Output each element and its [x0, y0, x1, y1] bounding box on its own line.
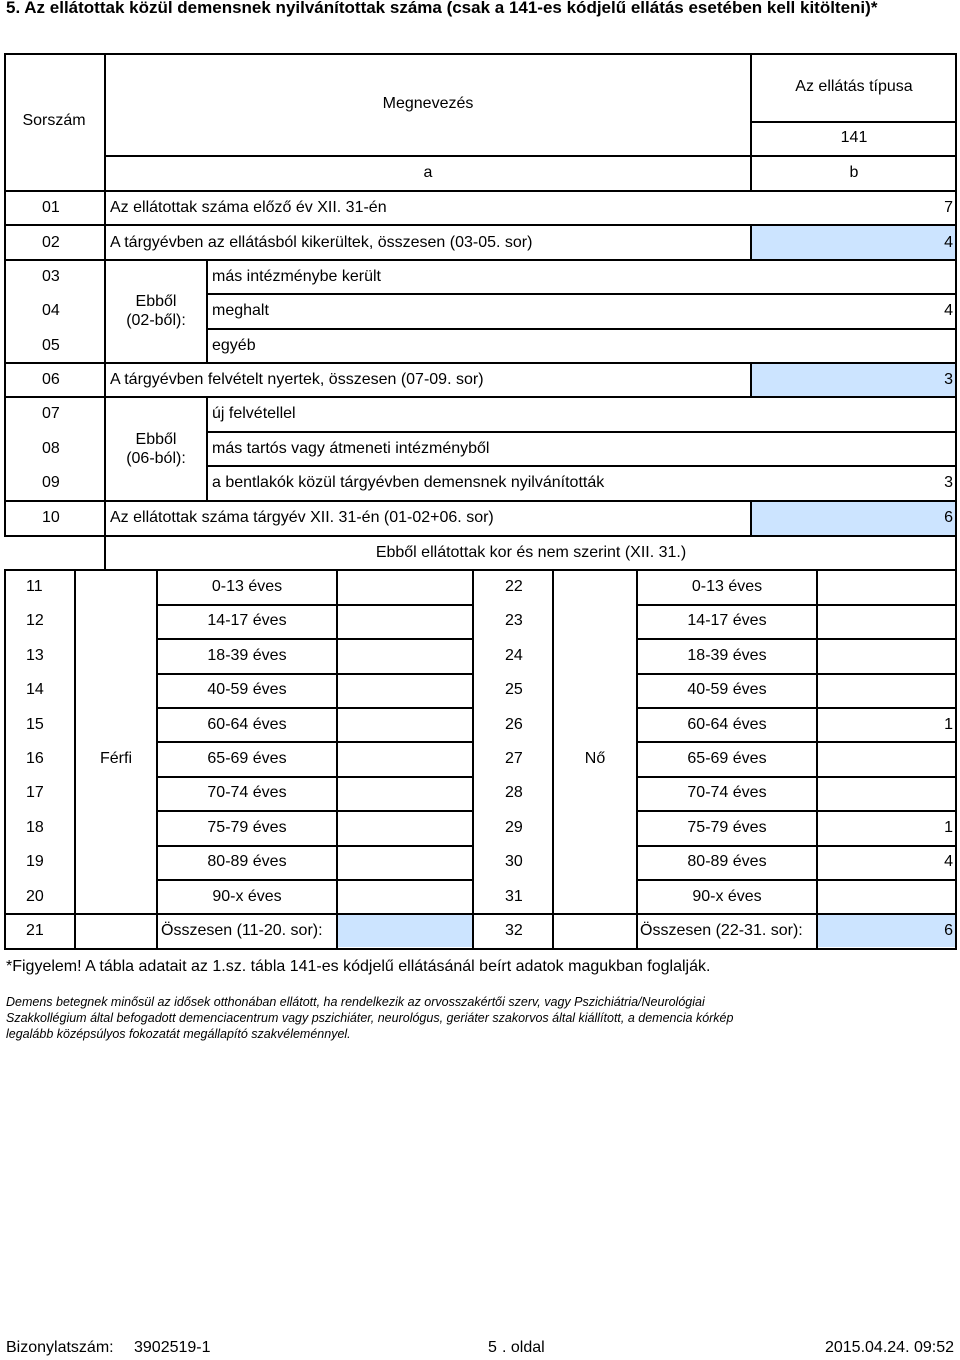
female-age-label: 60-64 éves [687, 716, 767, 733]
female-age-label: 0-13 éves [691, 578, 763, 595]
note-warning: *Figyelem! A tábla adatait az 1.sz. tábla 141-es kódjelű ellátásánál beírt adatok magukban foglalják. [6, 958, 711, 975]
male-age-label: 18-39 éves [207, 647, 287, 664]
header-col-b: b [849, 164, 859, 181]
female-value: 1 [944, 716, 953, 733]
female-row-num: 23 [505, 612, 523, 629]
female-value: 1 [944, 819, 953, 836]
ebbol-label: (02-ből): [126, 312, 186, 329]
row-label: A tárgyévben felvételt nyertek, összesen (07-09. sor) [110, 371, 484, 388]
footer-datetime: 2015.04.24. 09:52 [824, 1339, 954, 1356]
row-value: 3 [944, 474, 953, 491]
row-num: 10 [42, 509, 60, 526]
row-label: egyéb [212, 337, 256, 354]
ebbol-label: Ebből [135, 431, 177, 448]
male-row-num: 16 [26, 750, 44, 767]
female-row-num: 31 [505, 888, 523, 905]
row-label: Az ellátottak száma előző év XII. 31-én [110, 199, 387, 216]
male-label: Férfi [100, 750, 132, 767]
male-age-label: 90-x éves [212, 888, 282, 905]
row-label: Az ellátottak száma tárgyév XII. 31-én (01-02+06. sor) [110, 509, 494, 526]
male-row-num: 20 [26, 888, 44, 905]
female-age-label: 65-69 éves [687, 750, 767, 767]
male-age-label: Összesen (11-20. sor): [161, 922, 323, 939]
female-value: 4 [944, 853, 953, 870]
male-row-num: 19 [26, 853, 44, 870]
male-age-label: 60-64 éves [207, 716, 287, 733]
female-age-label: 40-59 éves [687, 681, 767, 698]
male-row-num: 15 [26, 716, 44, 733]
male-age-label: 14-17 éves [207, 612, 287, 629]
header-col-a: a [423, 164, 433, 181]
ebbol-label: (06-ból): [126, 450, 186, 467]
female-label: Nő [584, 750, 606, 767]
row-value: 4 [944, 234, 953, 251]
row-value: 4 [944, 302, 953, 319]
female-row-num: 24 [505, 647, 523, 664]
row-value: 6 [944, 509, 953, 526]
header-ellatas-tipusa: Az ellátás típusa [795, 78, 913, 95]
ebbol-label: Ebből [135, 293, 177, 310]
row-label: a bentlakók közül tárgyévben demensnek nyilvánították [212, 474, 605, 491]
female-age-label: 75-79 éves [687, 819, 767, 836]
row-num: 01 [42, 199, 60, 216]
female-row-num: 30 [505, 853, 523, 870]
row-num: 04 [42, 302, 60, 319]
note-definition: legalább középsúlyos fokozatát megállapító szakvéleménnyel. [6, 1027, 351, 1041]
male-age-label: 80-89 éves [207, 853, 287, 870]
male-row-num: 12 [26, 612, 44, 629]
header-sorszam: Sorszám [22, 112, 86, 129]
female-row-num: 28 [505, 784, 523, 801]
female-row-num: 22 [505, 578, 523, 595]
female-row-num: 25 [505, 681, 523, 698]
row-label: más intézménybe került [212, 268, 381, 285]
female-age-label: 90-x éves [692, 888, 762, 905]
page-title: 5. Az ellátottak közül demensnek nyilvánítottak száma (csak a 141-es kódjelű ellátás esetében kell kitölteni)* [6, 0, 878, 17]
female-row-num: 32 [505, 922, 523, 939]
row-label: meghalt [212, 302, 269, 319]
female-age-label: 14-17 éves [687, 612, 767, 629]
row-num: 08 [42, 440, 60, 457]
male-age-label: 75-79 éves [207, 819, 287, 836]
row-value: 3 [944, 371, 953, 388]
female-age-label: Összesen (22-31. sor): [640, 922, 803, 939]
female-age-label: 80-89 éves [687, 853, 767, 870]
female-value: 6 [944, 922, 953, 939]
row-value: 7 [944, 199, 953, 216]
row-label: más tartós vagy átmeneti intézményből [212, 440, 490, 457]
female-row-num: 27 [505, 750, 523, 767]
male-age-label: 65-69 éves [207, 750, 287, 767]
note-definition: Szakkollégium által befogadott demenciacentrum vagy pszichiáter, neurológus, geriáter szakorvos által kiállított, a demencia kórkép [6, 1011, 734, 1025]
footer-bizonylat-label: Bizonylatszám: [6, 1339, 114, 1356]
row-num: 05 [42, 337, 60, 354]
male-row-num: 21 [26, 922, 44, 939]
row-num: 09 [42, 474, 60, 491]
female-row-num: 26 [505, 716, 523, 733]
female-row-num: 29 [505, 819, 523, 836]
male-row-num: 17 [26, 784, 44, 801]
row-num: 07 [42, 405, 60, 422]
total-cell-21 [338, 913, 473, 947]
note-definition: Demens betegnek minősül az idősek otthonában ellátott, ha rendelkezik az orvosszakértői szerv, vagy Pszichiátria/Neurológiai [6, 995, 705, 1009]
row-num: 03 [42, 268, 60, 285]
header-code: 141 [840, 129, 868, 146]
female-age-label: 18-39 éves [687, 647, 767, 664]
male-row-num: 13 [26, 647, 44, 664]
male-row-num: 14 [26, 681, 44, 698]
male-age-label: 0-13 éves [211, 578, 283, 595]
male-age-label: 70-74 éves [207, 784, 287, 801]
footer-page-label: . oldal [502, 1339, 545, 1356]
male-row-num: 11 [26, 578, 43, 595]
row-label: új felvétellel [212, 405, 296, 422]
header-megnevezes: Megnevezés [382, 95, 474, 112]
age-table-title: Ebből ellátottak kor és nem szerint (XII. 31.) [375, 544, 687, 561]
row-num: 06 [42, 371, 60, 388]
male-row-num: 18 [26, 819, 44, 836]
footer-page-num: 5 [488, 1339, 497, 1356]
male-age-label: 40-59 éves [207, 681, 287, 698]
female-age-label: 70-74 éves [687, 784, 767, 801]
row-num: 02 [42, 234, 60, 251]
footer-bizonylat-value: 3902519-1 [134, 1339, 211, 1356]
row-label: A tárgyévben az ellátásból kikerültek, összesen (03-05. sor) [110, 234, 533, 251]
